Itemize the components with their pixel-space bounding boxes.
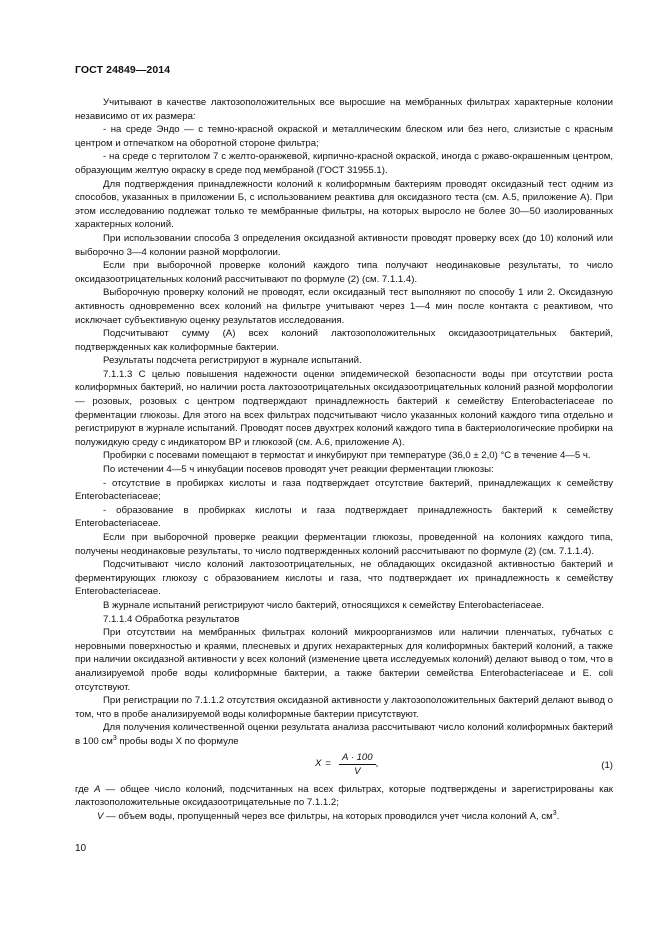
paragraph: При отсутствии на мембранных фильтрах колоний микроорганизмов или наличии пленчатых, губчатых с неровными поверхностью и краями, плесневых и других нехарактерных для колиформных бактерий колоний, а также при наличии оксидазной активности у всех колоний (изменение цвета исследуемых колоний) делают вывод о том, что в анализируемой пробе воды колиформные бактерии, а также бактерии семейства Enterobacteriaceae и E. coli отсутствуют. [75, 627, 613, 693]
intro-text: Для получения количественной оценки результата анализа рассчитывают число колоний колиформных бактерий в 100 см [75, 722, 613, 747]
formula-denominator: V [354, 765, 361, 777]
document-header: ГОСТ 24849—2014 [75, 64, 171, 76]
where-text-v: объем воды, пропущенный через все фильтры, на которых проводился учет числа колоний А, см [118, 810, 553, 822]
paragraph: Если при выборочной проверке колоний каждого типа получают неодинаковые результаты, то число оксидазоотрицательных колоний рассчитывают по формуле (2) (см. 7.1.1.4). [75, 260, 613, 285]
paragraph: Подсчитывают сумму (А) всех колоний лактозоположительных оксидазоотрицательных бактерий, подтвержденных как колиформные бактерии. [75, 328, 613, 353]
paragraph: 7.1.1.4 Обработка результатов [103, 613, 240, 625]
formula-comma: , [375, 758, 379, 770]
paragraph: В журнале испытаний регистрируют число бактерий, относящихся к семейству Enterobacteriaceae. [103, 599, 545, 611]
formula-number: (1) [601, 759, 613, 771]
formula-fraction [339, 751, 376, 778]
formula-expression [315, 751, 378, 778]
where-symbol-v: V [97, 810, 104, 822]
paragraph: - на среде Эндо — с темно-красной окраской и металлическим блеском или без него, слизистые с красным центром и отпечатком на оборотной стороне фильтра; [75, 124, 613, 149]
paragraph: Результаты подсчета регистрируют в журнале испытаний. [103, 355, 362, 367]
paragraph: По истечении 4—5 ч инкубации посевов проводят учет реакции ферментации глюкозы: [103, 464, 494, 476]
where-item-a [75, 783, 613, 810]
intro-sup: 3 [112, 734, 117, 742]
paragraphs [75, 96, 613, 721]
paragraph: Выборочную проверку колоний не проводят, если оксидазный тест выполняют по способу 1 или 2. Оксидазную активность одновременно всех колоний на фильтре учитывают через 1—4 мин после контакта с реактивом, что исключает субъективную оценку результатов исследования. [75, 287, 613, 326]
paragraph: Пробирки с посевами помещают в термостат и инкубируют при температуре (36,0 ± 2,0) °С в течение 4—5 ч. [103, 450, 591, 462]
where-lead: где [75, 783, 90, 795]
paragraph: Учитывают в качестве лактозоположительных все выросшие на мембранных фильтрах характерные колонии независимо от их размера: [75, 97, 613, 122]
paragraph: При регистрации по 7.1.1.2 отсутствия оксидазной активности у лактозоположительных бактерий делают вывод о том, что в пробе анализируемой воды колиформные бактерии присутствуют. [75, 695, 613, 720]
formula-lhs: X [315, 758, 322, 770]
where-symbol-a: A [94, 783, 101, 795]
paragraph: 7.1.1.3 С целью повышения надежности оценки эпидемической безопасности воды при отсутствии роста колиформных бактерий, но наличии роста лактозоотрицательных оксидазоотрицательных колоний разной морфологии — розовых, розовых с центром подтверждают принадлежность бактерий к семейству Enterobacteriaceae по ферментации глюкозы. Для этого на всех фильтрах подсчитывают число указанных колоний каждого типа отдельно и регистрируют в журнале испытаний. Проводят посев двухтрех колоний каждого типа в бактериологические пробирки на полужидкую среду с индикатором ВР и глюкозой (см. А.6, приложение А). [75, 368, 613, 448]
paragraph: Подсчитывают число колоний лактозоотрицательных, не обладающих оксидазной активностью бактерий и ферментирующих глюкозу с образованием кислоты и газа, что подтверждает их принадлежность к семейству Enterobacteriaceae. [75, 559, 613, 598]
where-dash: — [105, 783, 116, 795]
paragraph: - отсутствие в пробирках кислоты и газа подтверждает отсутствие бактерий, принадлежащих к семейству Enterobacteriaceae; [75, 477, 613, 503]
paragraph: Если при выборочной проверке реакции ферментации глюкозы, проведенной на колониях каждого типа, получены неодинаковые результаты, то число подтвержденных колоний рассчитывают по формуле (2) (см. 7.1.1.4). [75, 532, 613, 557]
formula-equals: = [325, 758, 332, 770]
paragraph: - на среде с тергитолом 7 с желто-оранжевой, кирпично-красной окраской, иногда с ржаво-окрашенным центром, образующим желтую окраску в среде под мембраной (ГОСТ 31955.1). [75, 151, 613, 176]
formula-1 [75, 751, 613, 781]
paragraph: Для подтверждения принадлежности колоний к колиформным бактериям проводят оксидазный тест одним из способов, указанных в приложении Б, с использованием реактива для оксидазного теста (см. А.5, приложение А). При этом исследованию подлежат только те мембранные фильтры, на которых выросло не более 30—50 изолированных характерных колоний. [75, 178, 613, 231]
intro-text-end: пробы воды X по формуле [116, 735, 239, 747]
where-item-v [75, 810, 613, 824]
paragraph: При использовании способа 3 определения оксидазной активности проводят проверку всех (до 10) колоний или выборочно 3—4 колонии разной морфологии. [75, 232, 613, 258]
paragraph: - образование в пробирках кислоты и газа подтверждает принадлежность бактерий к семейству Enterobacteriaceae. [75, 504, 613, 530]
where-dash: — [106, 810, 116, 822]
paragraph-formula-intro [75, 721, 613, 748]
formula-numerator: A · 100 [339, 751, 376, 765]
body-text [75, 96, 613, 823]
where-text-a: общее число колоний, подсчитанных на всех фильтрах, которые подтверждены и зарегистрированы как лактозоположительные оксидазоотрицательные по 7.1.1.2; [75, 783, 614, 809]
where-end: . [556, 810, 560, 822]
page-number: 10 [75, 843, 87, 854]
where-sup: 3 [552, 809, 557, 817]
